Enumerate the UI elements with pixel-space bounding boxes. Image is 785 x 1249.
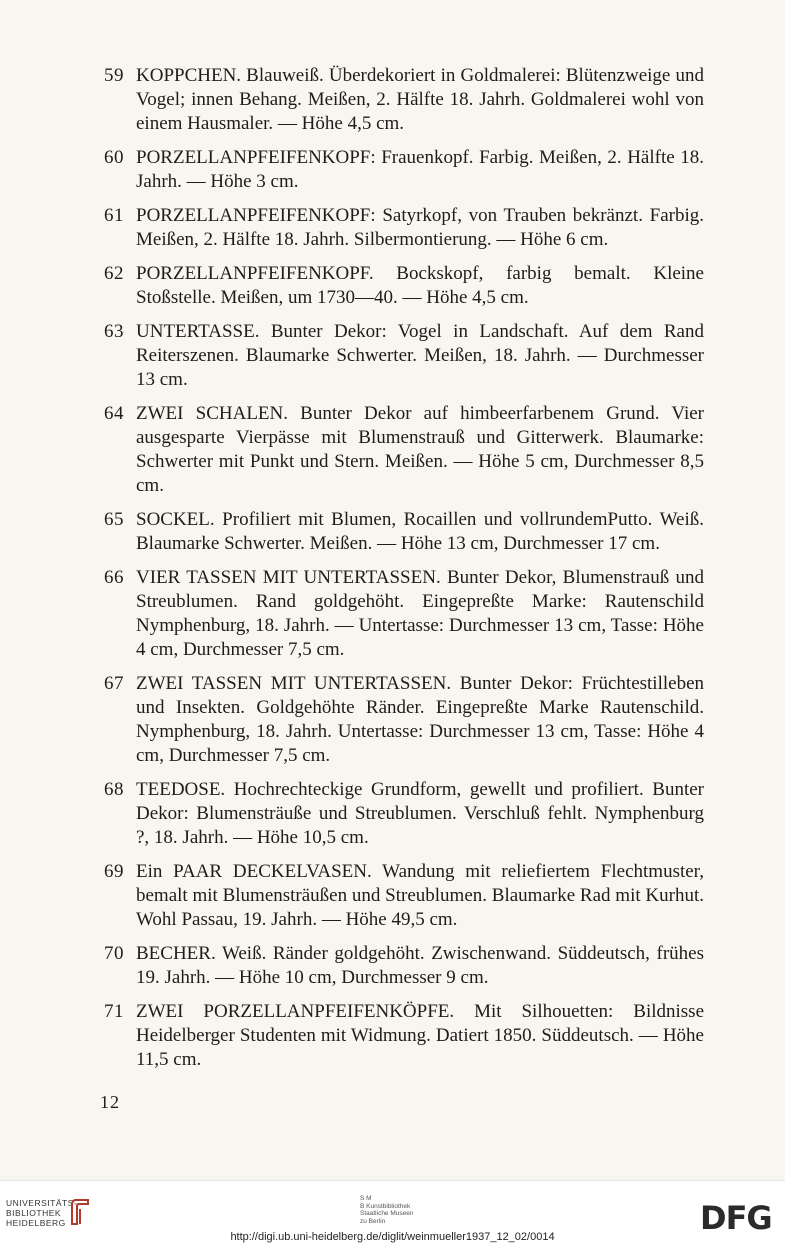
university-logo-icon: [66, 1197, 96, 1227]
catalog-entry: [104, 146, 704, 194]
entry-number: 64: [104, 403, 124, 424]
catalog-entry: [104, 64, 704, 136]
dfg-logo: DFG: [700, 1199, 772, 1237]
entry-description: KOPPCHEN. Blauweiß. Überdekoriert in Goldmalerei: Blütenzweige und Vogel; innen Behang. Meißen, 2. Hälfte 18. Jahrh. Goldmalerei wohl von einem Hausmaler. — Höhe 4,5 cm.: [136, 65, 704, 134]
entry-number: 63: [104, 321, 124, 342]
catalog-entry: [104, 672, 704, 768]
entry-number: 62: [104, 263, 124, 284]
footer-bar: [0, 1180, 785, 1249]
entry-description: SOCKEL. Profiliert mit Blumen, Rocaillen und vollrundemPutto. Weiß. Blaumarke Schwerter. Meißen. — Höhe 13 cm, Durchmesser 17 cm.: [136, 509, 704, 554]
entry-number: 68: [104, 779, 124, 800]
entry-number: 65: [104, 509, 124, 530]
smb-line: Staatliche Museen: [360, 1210, 414, 1217]
catalog-entry: [104, 320, 704, 392]
source-url-link[interactable]: http://digi.ub.uni-heidelberg.de/diglit/weinmueller1937_12_02/0014: [230, 1231, 555, 1243]
entry-description: ZWEI TASSEN MIT UNTERTASSEN. Bunter Dekor: Früchtestilleben und Insekten. Goldgehöhte Ränder. Eingepreßte Marke Rautenschild. Nymphenburg, 18. Jahrh. Untertasse: Durchmesser 13 cm, Tasse: Höhe 4 cm, Durchmesser 7,5 cm.: [136, 673, 704, 766]
catalog-entry: [104, 262, 704, 310]
catalog-entry: [104, 204, 704, 252]
entry-description: PORZELLANPFEIFENKOPF. Bockskopf, farbig bemalt. Kleine Stoßstelle. Meißen, um 1730—40. — Höhe 4,5 cm.: [136, 263, 704, 308]
entry-description: ZWEI SCHALEN. Bunter Dekor auf himbeerfarbenem Grund. Vier ausgesparte Vierpässe mit Blumenstrauß und Gitterwerk. Blaumarke: Schwerter mit Punkt und Stern. Meißen. — Höhe 5 cm, Durchmesser 8,5 cm.: [136, 403, 704, 496]
entry-number: 69: [104, 861, 124, 882]
entry-number: 71: [104, 1001, 124, 1022]
entry-description: Ein PAAR DECKELVASEN. Wandung mit reliefiertem Flechtmuster, bemalt mit Blumensträußen und Streublumen. Blaumarke Rad mit Kurhut. Wohl Passau, 19. Jahrh. — Höhe 49,5 cm.: [136, 861, 704, 930]
smb-line: B Kunstbibliothek: [360, 1202, 411, 1210]
university-line: HEIDELBERG: [6, 1218, 66, 1228]
catalog-entries: [104, 64, 704, 1082]
university-line: UNIVERSITÄTS-: [6, 1198, 78, 1208]
entry-number: 59: [104, 65, 124, 86]
university-line: BIBLIOTHEK: [6, 1208, 62, 1218]
entry-number: 66: [104, 567, 124, 588]
catalog-entry: [104, 778, 704, 850]
entry-number: 70: [104, 943, 124, 964]
entry-description: BECHER. Weiß. Ränder goldgehöht. Zwischenwand. Süddeutsch, frühes 19. Jahrh. — Höhe 10 cm, Durchmesser 9 cm.: [136, 943, 704, 988]
smb-line: zu Berlin: [360, 1217, 386, 1225]
entry-number: 61: [104, 205, 124, 226]
entry-number: 60: [104, 147, 124, 168]
entry-description: UNTERTASSE. Bunter Dekor: Vogel in Landschaft. Auf dem Rand Reiterszenen. Blaumarke Schwerter. Meißen, 18. Jahrh. — Durchmesser 13 cm.: [136, 321, 704, 390]
entry-description: ZWEI PORZELLANPFEIFENKÖPFE. Mit Silhouetten: Bildnisse Heidelberger Studenten mit Widmung. Datiert 1850. Süddeutsch. — Höhe 11,5 cm.: [136, 1001, 704, 1070]
page-number: 12: [100, 1092, 120, 1112]
catalog-entry: [104, 508, 704, 556]
entry-number: 67: [104, 673, 124, 694]
catalog-entry: [104, 860, 704, 932]
catalog-entry: [104, 402, 704, 498]
smb-line: S M: [360, 1195, 372, 1202]
entry-description: VIER TASSEN MIT UNTERTASSEN. Bunter Dekor, Blumenstrauß und Streublumen. Rand goldgehöht. Eingepreßte Marke: Rautenschild Nymphenburg, 18. Jahrh. — Untertasse: Durchmesser 13 cm, Tasse: Höhe 4 cm, Durchmesser 7,5 cm.: [136, 567, 704, 660]
catalog-entry: [104, 566, 704, 662]
entry-description: PORZELLANPFEIFENKOPF: Satyrkopf, von Trauben bekränzt. Farbig. Meißen, 2. Hälfte 18. Jahrh. Silbermontierung. — Höhe 6 cm.: [136, 205, 704, 250]
smb-kunstbibliothek-label: [360, 1195, 413, 1225]
entry-description: TEEDOSE. Hochrechteckige Grundform, gewellt und profiliert. Bunter Dekor: Blumensträuße und Streublumen. Verschluß fehlt. Nymphenburg ?, 18. Jahrh. — Höhe 10,5 cm.: [136, 779, 704, 848]
entry-description: PORZELLANPFEIFENKOPF: Frauenkopf. Farbig. Meißen, 2. Hälfte 18. Jahrh. — Höhe 3 cm.: [136, 147, 704, 192]
catalog-entry: [104, 942, 704, 990]
catalog-entry: [104, 1000, 704, 1072]
